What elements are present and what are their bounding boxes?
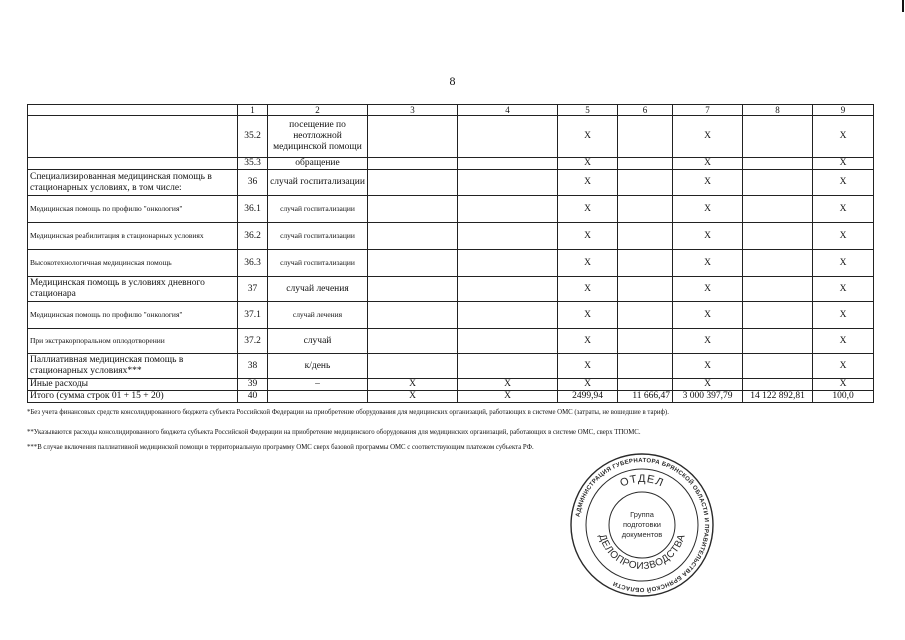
cell-col6 xyxy=(618,354,673,379)
table-row xyxy=(28,277,874,302)
cell-col4: X xyxy=(458,391,558,403)
cell-col9: X xyxy=(813,302,874,329)
row-unit: – xyxy=(268,379,368,391)
cell-col6 xyxy=(618,302,673,329)
header-cell: 2 xyxy=(268,105,368,116)
cell-col9: X xyxy=(813,329,874,354)
svg-text:ОТДЕЛ xyxy=(618,473,665,490)
page-number: 8 xyxy=(449,74,456,88)
cell-col3 xyxy=(368,116,458,158)
cell-col7: X xyxy=(673,170,743,196)
cell-col7: X xyxy=(673,116,743,158)
stamp-outer-text: АДМИНИСТРАЦИЯ ГУБЕРНАТОРА БРЯНСКОЙ ОБЛАСТИ И ПРАВИТЕЛЬСТВА БРЯНСКОЙ ОБЛАСТИ xyxy=(575,457,710,593)
cell-col8 xyxy=(743,170,813,196)
cell-col8 xyxy=(743,196,813,223)
cell-col7: X xyxy=(673,379,743,391)
table-row xyxy=(28,329,874,354)
row-label: При экстракорпоральном оплодотворении xyxy=(28,329,238,354)
cell-col7: X xyxy=(673,302,743,329)
cell-col9: X xyxy=(813,158,874,170)
row-label: Итого (сумма строк 01 + 15 + 20) xyxy=(28,391,238,403)
cell-col8 xyxy=(743,250,813,277)
row-unit: случай лечения xyxy=(268,277,368,302)
row-label xyxy=(28,158,238,170)
cell-col3 xyxy=(368,158,458,170)
header-cell: 6 xyxy=(618,105,673,116)
cell-col9: X xyxy=(813,170,874,196)
cell-col3: X xyxy=(368,391,458,403)
stamp-ring-top: ОТДЕЛ xyxy=(618,472,666,490)
row-code: 35.3 xyxy=(238,158,268,170)
stamp-center-line: документов xyxy=(621,530,663,539)
cell-col8 xyxy=(743,379,813,391)
cell-col6 xyxy=(618,116,673,158)
cell-col6 xyxy=(618,158,673,170)
row-unit: случай госпитализации xyxy=(268,196,368,223)
header-cell: 7 xyxy=(673,105,743,116)
office-stamp xyxy=(568,451,716,599)
table-row xyxy=(28,116,874,158)
cell-col6 xyxy=(618,329,673,354)
cell-col5: X xyxy=(558,329,618,354)
row-unit xyxy=(268,391,368,403)
cell-col6 xyxy=(618,170,673,196)
header-cell-blank xyxy=(28,105,238,116)
table-row xyxy=(28,170,874,196)
table-row xyxy=(28,250,874,277)
edge-mark xyxy=(902,0,904,12)
cell-col6 xyxy=(618,196,673,223)
cell-col6 xyxy=(618,250,673,277)
table-row xyxy=(28,196,874,223)
cell-col3: X xyxy=(368,379,458,391)
cell-col7: X xyxy=(673,354,743,379)
row-label: Медицинская реабилитация в стационарных условиях xyxy=(28,223,238,250)
row-unit: посещение по неотложной медицинской помощи xyxy=(268,116,368,158)
cell-col4 xyxy=(458,223,558,250)
row-label xyxy=(28,116,238,158)
footnote: ***В случае включения паллиативной медицинской помощи в территориальную программу ОМС сверх базовой программы ОМС с соответствующим платежом субъекта РФ. xyxy=(27,444,534,451)
cell-col5: 2499,94 xyxy=(558,391,618,403)
cell-col9: X xyxy=(813,116,874,158)
cell-col8 xyxy=(743,158,813,170)
row-unit: случай госпитализации xyxy=(268,170,368,196)
cell-col7: X xyxy=(673,196,743,223)
row-code: 35.2 xyxy=(238,116,268,158)
cell-col8 xyxy=(743,223,813,250)
cell-col7: X xyxy=(673,277,743,302)
cell-col7: 3 000 397,79 xyxy=(673,391,743,403)
cell-col8 xyxy=(743,329,813,354)
row-label: Медицинская помощь в условиях дневного стационара xyxy=(28,277,238,302)
cell-col4 xyxy=(458,302,558,329)
row-label: Паллиативная медицинская помощь в стационарных условиях*** xyxy=(28,354,238,379)
cell-col8 xyxy=(743,354,813,379)
cell-col9: X xyxy=(813,250,874,277)
cell-col3 xyxy=(368,329,458,354)
row-code: 37.2 xyxy=(238,329,268,354)
cell-col5: X xyxy=(558,116,618,158)
row-code: 36.1 xyxy=(238,196,268,223)
cell-col6 xyxy=(618,277,673,302)
cell-col9: X xyxy=(813,223,874,250)
row-label: Медицинская помощь по профилю "онкология" xyxy=(28,196,238,223)
row-label: Медицинская помощь по профилю "онкология" xyxy=(28,302,238,329)
header-cell: 4 xyxy=(458,105,558,116)
cell-col8: 14 122 892,81 xyxy=(743,391,813,403)
table-row xyxy=(28,223,874,250)
header-cell: 3 xyxy=(368,105,458,116)
cell-col8 xyxy=(743,277,813,302)
table-row xyxy=(28,158,874,170)
table-row xyxy=(28,354,874,379)
row-unit: к/день xyxy=(268,354,368,379)
table-row xyxy=(28,302,874,329)
stamp-center-line: подготовки xyxy=(623,520,661,529)
cell-col4 xyxy=(458,196,558,223)
row-label: Высокотехнологичная медицинская помощь xyxy=(28,250,238,277)
row-code: 38 xyxy=(238,354,268,379)
cell-col4 xyxy=(458,354,558,379)
row-code: 40 xyxy=(238,391,268,403)
cell-col5: X xyxy=(558,223,618,250)
stamp-center-line: Группа xyxy=(630,510,654,519)
cell-col5: X xyxy=(558,250,618,277)
row-unit: случай xyxy=(268,329,368,354)
cell-col4: X xyxy=(458,379,558,391)
cell-col6 xyxy=(618,379,673,391)
header-cell: 8 xyxy=(743,105,813,116)
data-table xyxy=(27,104,874,403)
row-unit: случай госпитализации xyxy=(268,250,368,277)
cell-col6 xyxy=(618,223,673,250)
cell-col5: X xyxy=(558,277,618,302)
total-row xyxy=(28,391,874,403)
header-cell: 1 xyxy=(238,105,268,116)
cell-col6: 11 666,47 xyxy=(618,391,673,403)
cell-col3 xyxy=(368,170,458,196)
cell-col3 xyxy=(368,302,458,329)
cell-col5: X xyxy=(558,354,618,379)
cell-col4 xyxy=(458,329,558,354)
cell-col7: X xyxy=(673,158,743,170)
cell-col5: X xyxy=(558,158,618,170)
cell-col3 xyxy=(368,196,458,223)
cell-col5: X xyxy=(558,196,618,223)
footnote: **Указываются расходы консолидированного бюджета субъекта Российской Федерации на приобретение медицинского оборудования для медицинских организаций, работающих в системе ОМС, сверх ТПОМС. xyxy=(27,429,641,436)
row-unit: случай лечения xyxy=(268,302,368,329)
row-label: Иные расходы xyxy=(28,379,238,391)
cell-col4 xyxy=(458,170,558,196)
row-code: 36.3 xyxy=(238,250,268,277)
cell-col7: X xyxy=(673,329,743,354)
footnote: *Без учета финансовых средств консолидированного бюджета субъекта Российской Федерации на приобретение оборудования для медицинских организаций, работающих в системе ОМС (затраты, не вошедшие в тариф). xyxy=(27,409,669,416)
cell-col3 xyxy=(368,277,458,302)
row-code: 37 xyxy=(238,277,268,302)
row-label: Специализированная медицинская помощь в стационарных условиях, в том числе: xyxy=(28,170,238,196)
stamp-ring-bottom: ДЕЛОПРОИЗВОДСТВА xyxy=(596,532,688,573)
cell-col7: X xyxy=(673,223,743,250)
cell-col8 xyxy=(743,116,813,158)
cell-col9: X xyxy=(813,277,874,302)
row-unit: обращение xyxy=(268,158,368,170)
cell-col9: X xyxy=(813,379,874,391)
cell-col4 xyxy=(458,158,558,170)
cell-col3 xyxy=(368,354,458,379)
row-unit: случай госпитализации xyxy=(268,223,368,250)
cell-col4 xyxy=(458,250,558,277)
row-code: 36.2 xyxy=(238,223,268,250)
row-code: 37.1 xyxy=(238,302,268,329)
row-code: 39 xyxy=(238,379,268,391)
header-cell: 5 xyxy=(558,105,618,116)
cell-col9: X xyxy=(813,196,874,223)
cell-col7: X xyxy=(673,250,743,277)
cell-col9: 100,0 xyxy=(813,391,874,403)
cell-col5: X xyxy=(558,170,618,196)
header-cell: 9 xyxy=(813,105,874,116)
cell-col3 xyxy=(368,223,458,250)
row-code: 36 xyxy=(238,170,268,196)
cell-col5: X xyxy=(558,302,618,329)
cell-col4 xyxy=(458,116,558,158)
cell-col5: X xyxy=(558,379,618,391)
cell-col4 xyxy=(458,277,558,302)
cell-col8 xyxy=(743,302,813,329)
table-row xyxy=(28,379,874,391)
cell-col9: X xyxy=(813,354,874,379)
cell-col3 xyxy=(368,250,458,277)
header-row xyxy=(28,105,874,116)
